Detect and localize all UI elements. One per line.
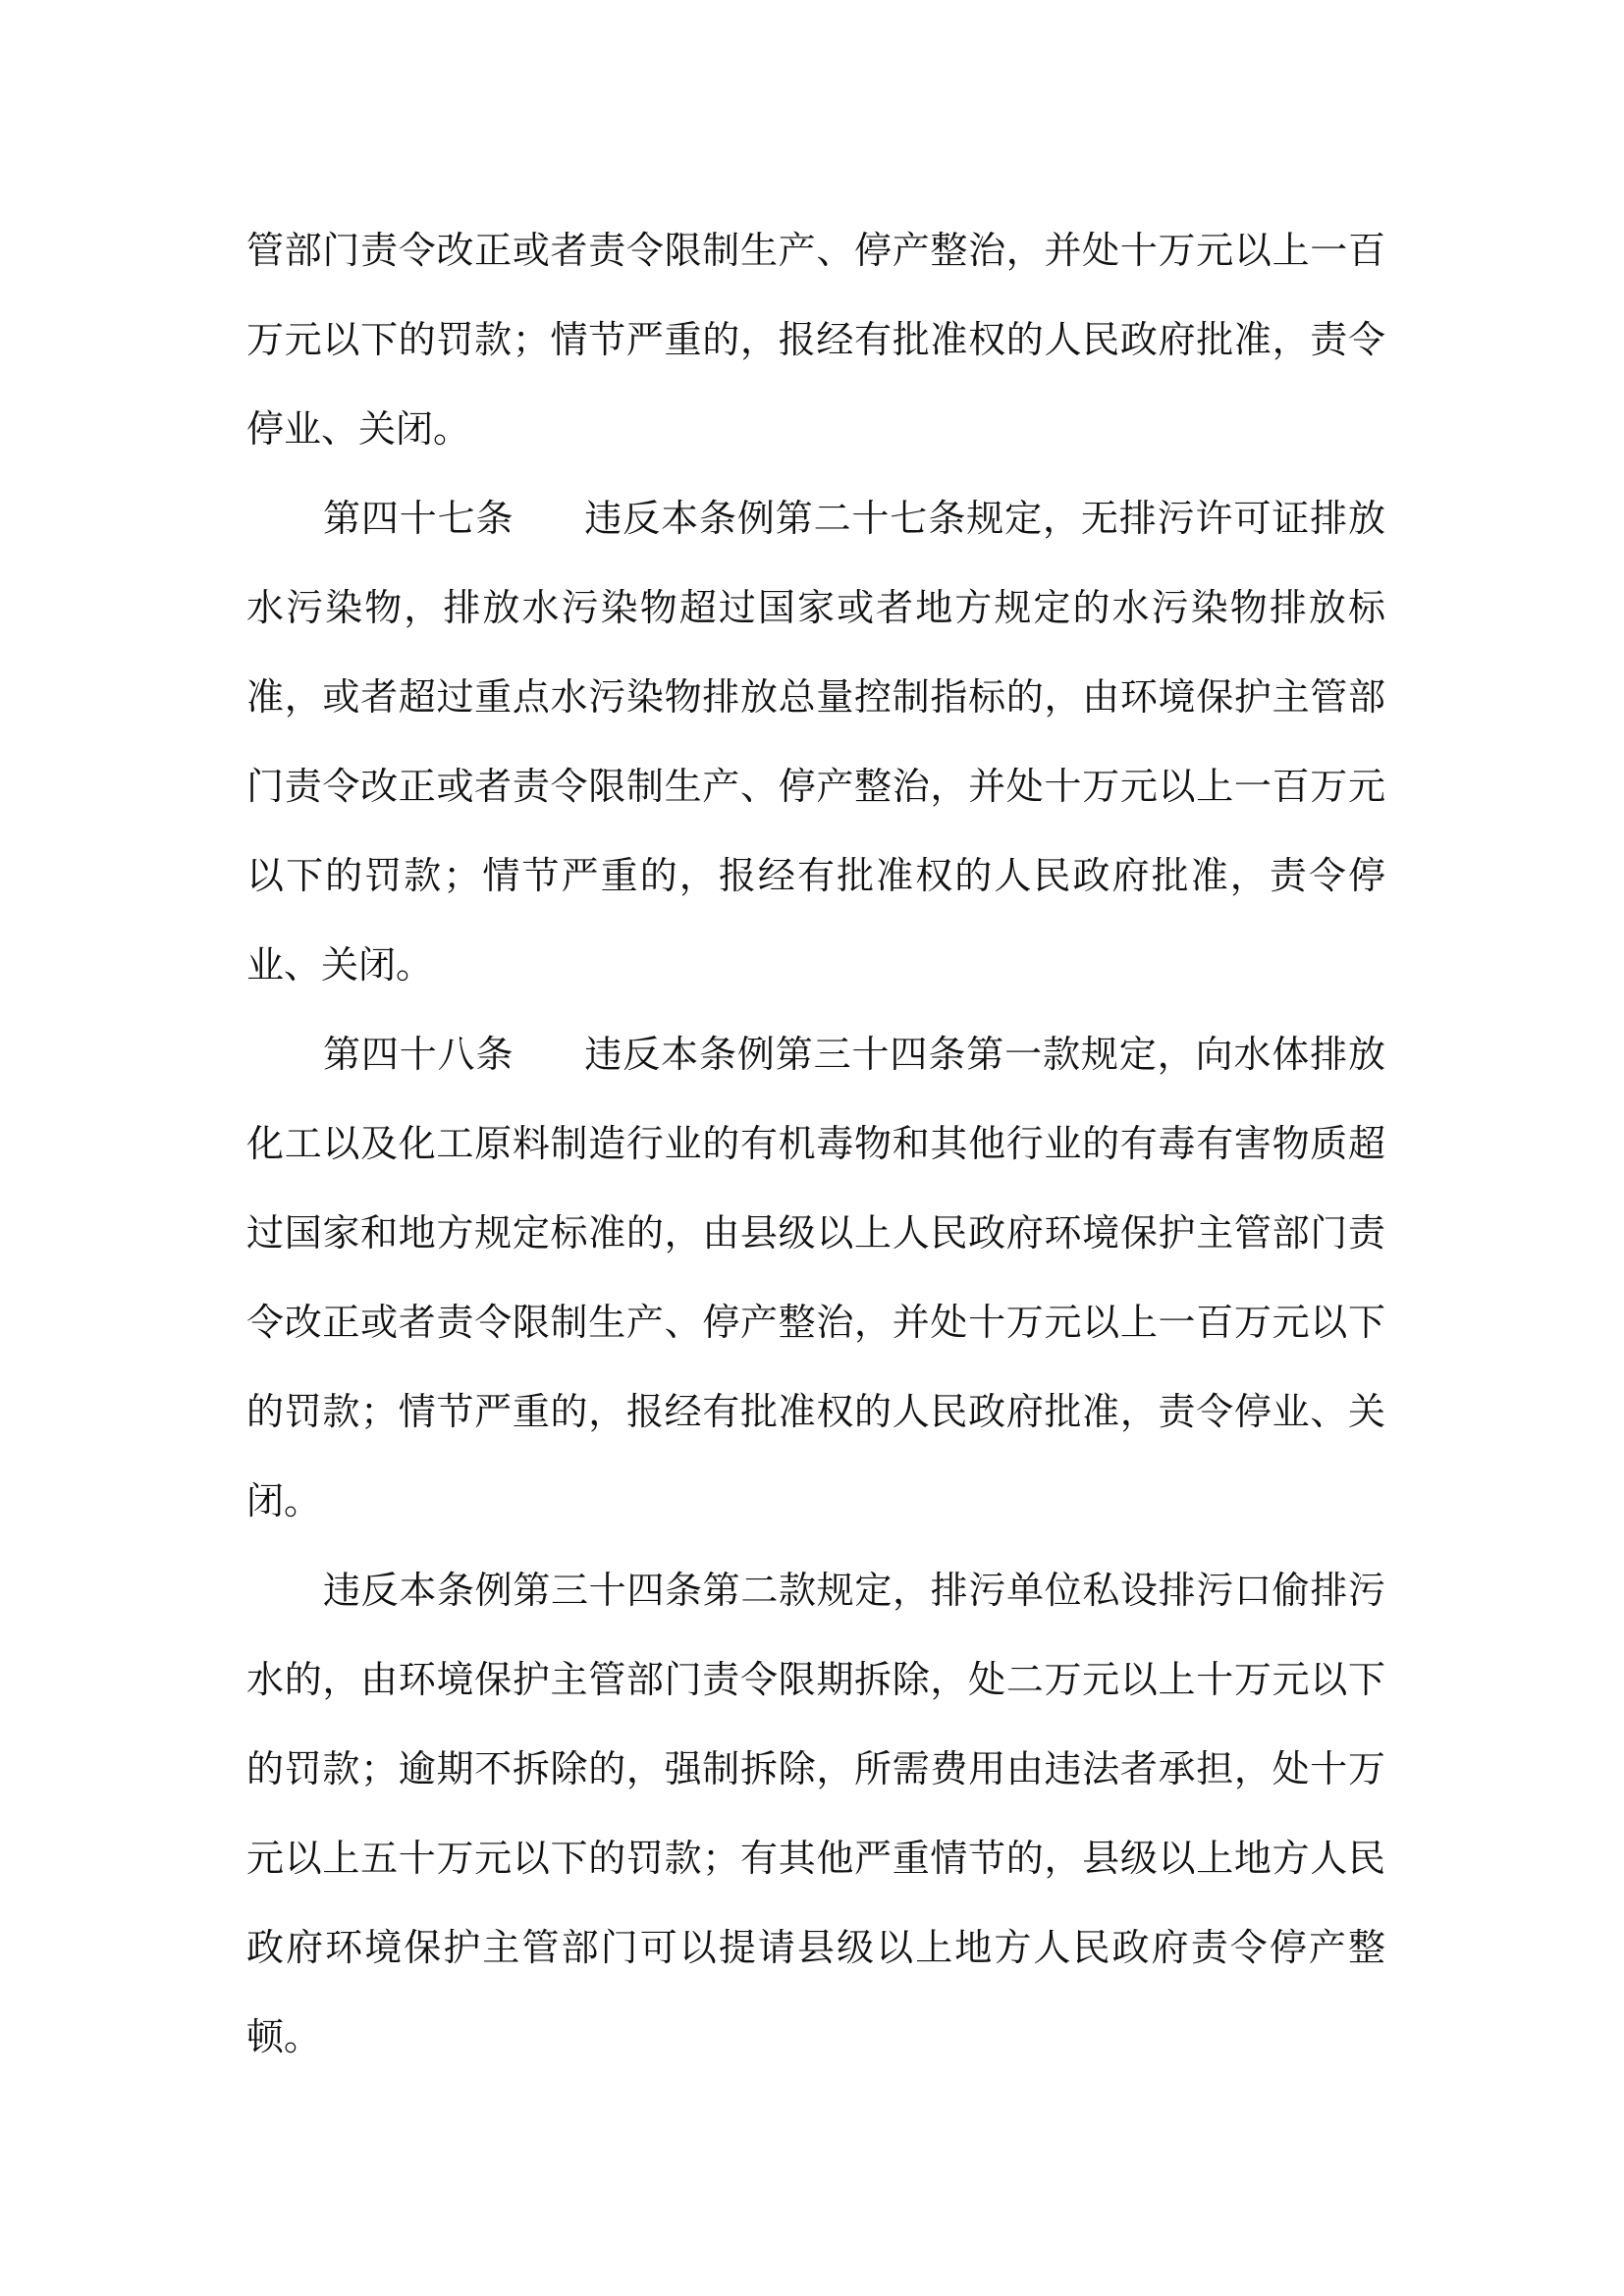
paragraph-continuation	[246, 206, 1385, 474]
article-48-clause-2	[246, 1546, 1385, 2082]
article-number: 第四十八条	[323, 1033, 514, 1076]
article-48	[246, 1010, 1385, 1546]
article-number: 第四十七条	[323, 497, 514, 540]
paragraph-text: 违反本条例第三十四条第二款规定，排污单位私设排污口偷排污水的，由环境保护主管部门责令限期拆除，处二万元以上十万元以下的罚款；逾期不拆除的，强制拆除，所需费用由违法者承担，处十万元以上五十万元以下的罚款；有其他严重情节的，县级以上地方人民政府环境保护主管部门可以提请县级以上地方人民政府责令停产整顿。	[246, 1569, 1385, 2058]
article-47	[246, 474, 1385, 1010]
paragraph-text: 违反本条例第二十七条规定，无排污许可证排放水污染物，排放水污染物超过国家或者地方规定的水污染物排放标准，或者超过重点水污染物排放总量控制指标的，由环境保护主管部门责令改正或者责令限制生产、停产整治，并处十万元以上一百万元以下的罚款；情节严重的，报经有批准权的人民政府批准，责令停业、关闭。	[246, 497, 1385, 987]
paragraph-text: 管部门责令改正或者责令限制生产、停产整治，并处十万元以上一百万元以下的罚款；情节严重的，报经有批准权的人民政府批准，责令停业、关闭。	[246, 229, 1385, 451]
paragraph-text: 违反本条例第三十四条第一款规定，向水体排放化工以及化工原料制造行业的有机毒物和其他行业的有毒有害物质超过国家和地方规定标准的，由县级以上人民政府环境保护主管部门责令改正或者责令限制生产、停产整治，并处十万元以上一百万元以下的罚款；情节严重的，报经有批准权的人民政府批准，责令停业、关闭。	[246, 1033, 1385, 1522]
document-body	[246, 206, 1385, 2082]
